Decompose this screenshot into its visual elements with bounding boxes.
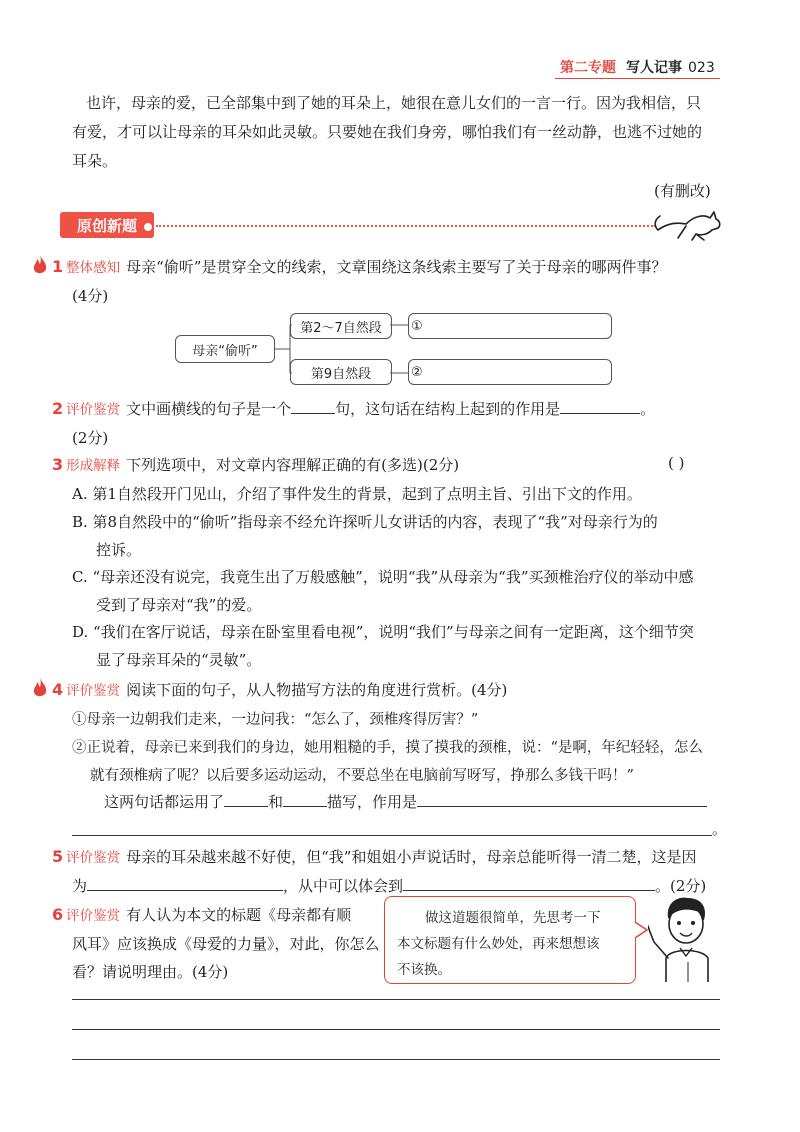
q5-tag: 评价鉴赏 — [66, 850, 121, 866]
q1-tag: 整体感知 — [66, 260, 121, 276]
q3-tag: 形成解释 — [66, 458, 121, 474]
q6-writing-line-2[interactable] — [72, 1029, 720, 1030]
option-d-line-1: D. “我们在客厅说话，母亲在卧室里看电视”，说明“我们”与母亲之间有一定距离，这个细节突 — [72, 623, 694, 641]
diagram-branch-1 — [290, 313, 392, 339]
q4-tag: 评价鉴赏 — [66, 683, 121, 699]
q4-writing-line[interactable] — [72, 835, 712, 836]
option-d-line-2: 显了母亲耳朵的“灵敏”。 — [96, 651, 262, 669]
q3-stem: 下列选项中，对文章内容理解正确的有(多选)(2分) — [126, 456, 460, 474]
tip-line-2: 本文标题有什么妙处，再来想想该 — [397, 936, 600, 952]
q6-writing-line-3[interactable] — [72, 1059, 720, 1060]
option-b-line-2: 控诉。 — [96, 541, 142, 559]
q4-ans-text-2: 和 — [268, 793, 284, 811]
q5-blank-1[interactable] — [87, 875, 283, 891]
page-header — [560, 57, 715, 77]
q2-number: 2 — [52, 399, 64, 418]
q6-number: 6 — [52, 905, 64, 924]
q4-blank-3[interactable] — [417, 791, 707, 807]
q4-stem: 阅读下面的句子，从人物描写方法的角度进行赏析。(4分) — [126, 681, 508, 699]
banner-dotted-line — [156, 225, 656, 227]
q4-number: 4 — [52, 680, 64, 699]
bubble-tail — [634, 920, 648, 940]
q2-text-3: 。 — [640, 400, 656, 418]
q5-blank-2[interactable] — [403, 875, 655, 891]
question-5 — [52, 846, 696, 867]
answer-slot-2[interactable] — [408, 359, 612, 385]
q1-text: 母亲“偷听”是贯穿全文的线索，文章围绕这条线索主要写了关于母亲的哪两件事？ — [126, 258, 667, 276]
q2-tag: 评价鉴赏 — [66, 402, 121, 418]
question-1 — [52, 256, 666, 277]
banner-label: 原创新题 — [76, 216, 137, 235]
diagram-root-label: 母亲“偷听” — [192, 343, 258, 359]
q6-tag: 评价鉴赏 — [66, 908, 121, 924]
branch-2-label: 第9自然段 — [310, 366, 372, 382]
q4-ans-text-1: 这两句话都运用了 — [104, 793, 225, 811]
q4-end-mark: 。 — [712, 820, 728, 838]
question-2 — [52, 398, 655, 419]
q4-answer-line — [104, 791, 707, 812]
q2-text-2: 句，这句话在结构上起到的作用是 — [335, 400, 561, 418]
tip-line-3: 不该换。 — [397, 962, 451, 978]
section-banner — [60, 212, 154, 238]
branch-1-label: 第2～7自然段 — [300, 320, 382, 336]
option-c-line-2: 受到了母亲对“我”的爱。 — [96, 596, 262, 614]
q6-writing-line-1[interactable] — [72, 999, 720, 1000]
q6-text-1: 有人认为本文的标题《母亲都有顺 — [126, 906, 352, 924]
q6-text-2: 风耳》应该换成《母爱的力量》，对此，你怎么 — [72, 935, 380, 953]
q5-text-1: 母亲的耳朵越来越不好使，但“我”和姐姐小声说话时，母亲总能听得一清二楚，这是因 — [126, 848, 697, 866]
q5-text-3: ，从中可以体会到 — [283, 877, 404, 895]
q5-text-4: 。(2分) — [655, 877, 707, 895]
page-number: 023 — [688, 60, 715, 76]
diagram-root-box — [175, 335, 275, 363]
q1-number: 1 — [52, 257, 64, 276]
passage-line-3: 耳朵。 — [72, 152, 118, 170]
banner-dot — [142, 221, 154, 233]
question-4 — [52, 679, 507, 700]
q6-text-3: 看？请说明理由。(4分) — [72, 963, 229, 981]
header-rule — [555, 78, 720, 79]
q4-sentence-2-line-1: ②正说着，母亲已来到我们的身边，她用粗糙的手，摸了摸我的颈椎，说：“是啊，年纪轻轻，怎么 — [72, 740, 703, 756]
diagram-branch-2 — [290, 359, 392, 385]
q2-blank-1[interactable] — [291, 398, 335, 414]
boy-illustration-icon — [648, 892, 724, 984]
option-b-line-1: B. 第8自然段中的“偷听”指母亲不经允许探听儿女讲话的内容，表现了“我”对母亲行为的 — [72, 513, 658, 531]
question-6 — [52, 904, 351, 925]
flame-icon — [32, 254, 48, 276]
header-topic: 第二专题 — [560, 60, 616, 76]
tip-bubble — [384, 896, 636, 984]
cat-icon — [652, 200, 724, 244]
q2-score: (2分) — [72, 429, 109, 447]
q4-sentence-2-line-2: 就有颈椎病了呢？以后要多运动运动，不要总坐在电脑前写呀写，挣那么多钱干吗！” — [90, 768, 634, 784]
source-note: (有删改) — [654, 182, 711, 200]
q5-text-2: 为 — [72, 877, 88, 895]
q5-number: 5 — [52, 847, 64, 866]
q4-blank-2[interactable] — [283, 791, 327, 807]
slot-2-label: ② — [411, 364, 423, 380]
q3-answer-paren[interactable]: ( ) — [668, 454, 685, 472]
tip-line-1: 做这道题很简单，先思考一下 — [425, 910, 601, 926]
question-3 — [52, 454, 459, 475]
passage-line-2: 有爱，才可以让母亲的耳朵如此灵敏。只要她在我们身旁，哪怕我们有一丝动静，也逃不过她的 — [72, 123, 703, 141]
q4-ans-text-3: 描写，作用是 — [327, 793, 418, 811]
q1-score: (4分) — [72, 287, 109, 305]
passage-line-1: 也许，母亲的爱，已全部集中到了她的耳朵上，她很在意儿女们的一言一行。因为我相信，只 — [86, 94, 702, 112]
q4-sentence-1: ①母亲一边朝我们走来，一边问我：“怎么了，颈椎疼得厉害？” — [72, 712, 479, 728]
option-a: A. 第1自然段开门见山，介绍了事件发生的背景，起到了点明主旨、引出下文的作用。 — [72, 485, 642, 503]
option-c-line-1: C. “母亲还没有说完，我竟生出了万般感触”，说明“我”从母亲为“我”买颈椎治疗仪的举动中感 — [72, 568, 694, 586]
q3-number: 3 — [52, 455, 64, 474]
q4-blank-1[interactable] — [224, 791, 268, 807]
q5-line-2 — [72, 875, 706, 896]
q2-text-1: 文中画横线的句子是一个 — [126, 400, 292, 418]
slot-1-label: ① — [411, 318, 423, 334]
answer-slot-1[interactable] — [408, 313, 612, 339]
q2-blank-2[interactable] — [560, 398, 640, 414]
flame-icon — [32, 677, 48, 699]
header-section: 写人记事 — [626, 60, 682, 76]
